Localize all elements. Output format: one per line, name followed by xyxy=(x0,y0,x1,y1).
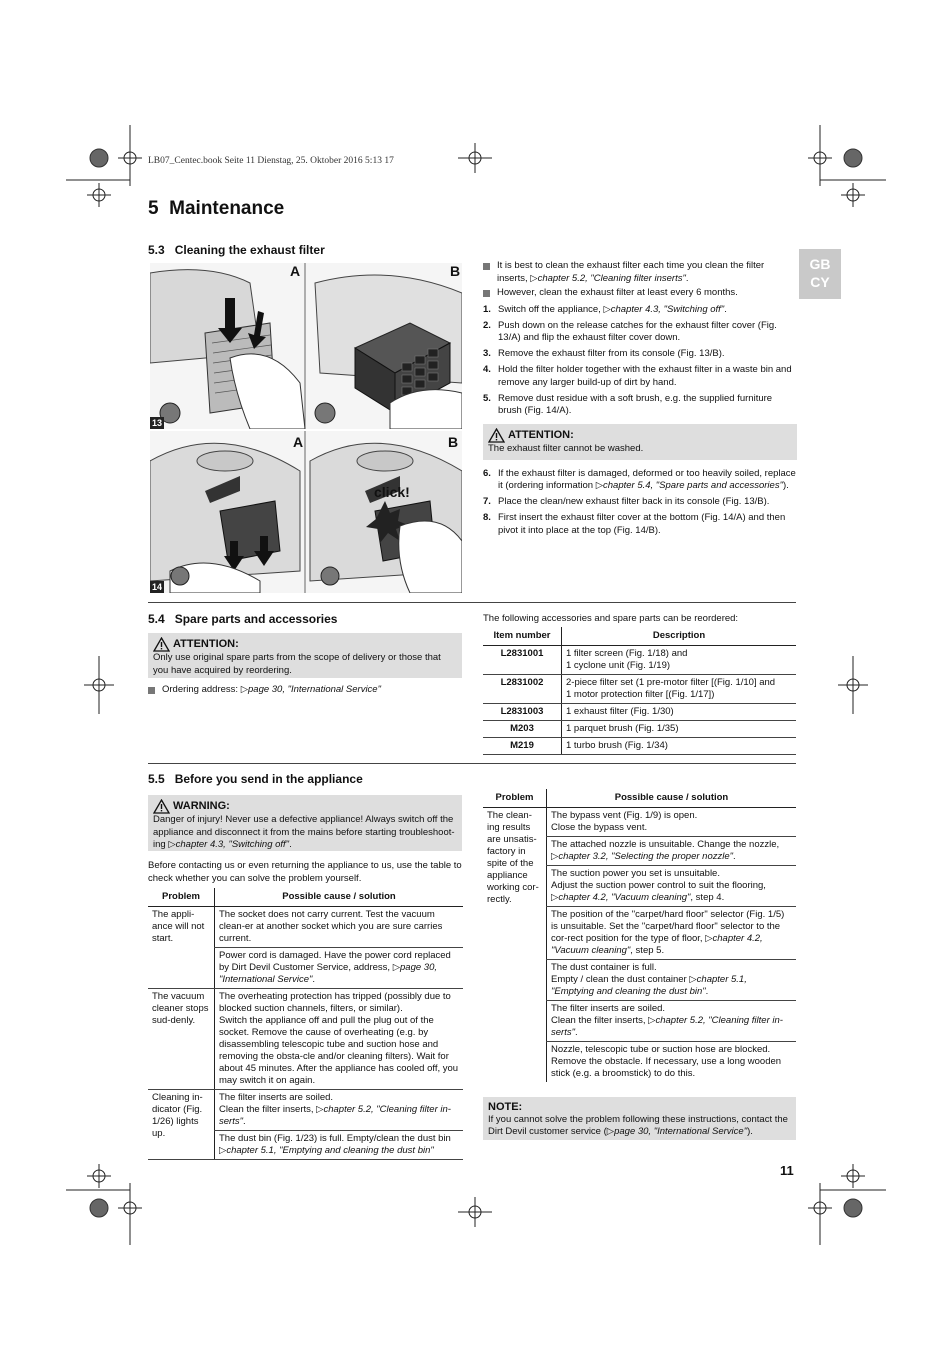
cause-cell xyxy=(547,960,797,1001)
cross-reference: chapter 4.2, "Vacuum cleaning" xyxy=(551,933,763,956)
item-text: The overheating protection has tripped (possibly due to blocked suction channels, filters, or similar). Switch the appliance off and pull the plug out of the socket. Remove the cause of overheating (e.g. by disassembling telescopic tube and suction hose and removing the obsta-cle and/or cleaning filters). Wait for about 45 minutes. After the appliance has cooled off, you may switch it on again. xyxy=(219,991,459,1086)
note-box xyxy=(483,1097,796,1140)
cause-cell xyxy=(547,1042,797,1083)
table-row xyxy=(148,907,463,948)
figure-13-illustration xyxy=(150,263,462,429)
warning-triangle-icon xyxy=(153,637,170,652)
cross-reference: chapter 5.2, "Cleaning filter in-serts" xyxy=(551,1015,783,1038)
item-text: However, clean the exhaust filter at least every 6 months. xyxy=(497,287,738,298)
cause-cell xyxy=(215,1090,464,1131)
figure-13-label-a: A xyxy=(290,263,301,279)
arrow-ref-icon: ▷ xyxy=(606,1126,615,1137)
page-reference: page 30, "International Service" xyxy=(248,684,381,695)
section-number: 5.5 xyxy=(148,772,165,786)
section-5-4-heading xyxy=(148,612,337,626)
item-text: Hold the filter holder together with the exhaust filter in a waste bin and remove any larger build-up of dirt by hand. xyxy=(498,364,792,388)
cross-reference: chapter 5.2, "Cleaning filter inserts" xyxy=(537,272,686,284)
cause-cell xyxy=(215,948,464,989)
figure-14-label-b: B xyxy=(448,434,459,450)
arrow-ref-icon: ▷ xyxy=(705,933,713,944)
section-5-3-heading xyxy=(148,243,325,257)
problem-cell: The vacuum cleaner stops sud-denly. xyxy=(148,989,215,1090)
item-text: Place the clean/new exhaust filter back in its console (Fig. 13/B). xyxy=(498,496,770,507)
note-title: NOTE: xyxy=(488,1101,523,1113)
item-text: Remove dust residue with a soft brush, e.g. the supplied furniture brush (Fig. 14/A). xyxy=(498,392,773,416)
column-header: Possible cause / solution xyxy=(547,789,797,808)
table-row xyxy=(148,989,463,1090)
section-number: 5.3 xyxy=(148,243,165,257)
bullet-item xyxy=(483,260,797,285)
warning-box xyxy=(148,795,462,851)
problem-cell: Cleaning in-dicator (Fig. 1/26) lights up. xyxy=(148,1090,215,1160)
item-text: It is best to clean the exhaust filter each time you clean the filter inserts, xyxy=(497,260,765,284)
item-text: If the exhaust filter is damaged, deformed or too heavily soiled, replace it (ordering information xyxy=(498,467,796,491)
item-tail: . xyxy=(705,986,709,997)
problem-cell: The clean-ing results are unsatis-factory in spite of the appliance working cor-rectly. xyxy=(487,810,539,905)
step-number: 8. xyxy=(483,512,491,523)
page-reference: page 30, "International Service" xyxy=(614,1126,748,1137)
figure-14-number: 14 xyxy=(152,582,163,592)
item-text: The filter inserts are soiled. Clean the filter inserts, xyxy=(219,1092,334,1115)
warning-triangle-icon xyxy=(488,428,505,443)
bullet-text: Ordering address: xyxy=(162,684,241,695)
attention-title-row xyxy=(488,428,792,443)
bullet-list xyxy=(483,260,797,300)
item-text: The attached nozzle is unsuitable. Change the nozzle, xyxy=(551,839,780,850)
step-item xyxy=(483,496,797,509)
attention-box xyxy=(483,424,797,460)
cause-cell xyxy=(215,1131,464,1160)
section-5-5-heading xyxy=(148,772,363,786)
item-tail: ). xyxy=(782,480,789,491)
list-item xyxy=(148,684,462,697)
cross-reference: chapter 5.1, "Emptying and cleaning the dust bin" xyxy=(551,974,747,997)
item-text: The filter inserts are soiled. Clean the filter inserts, xyxy=(551,1003,666,1026)
item-tail: . xyxy=(312,974,315,985)
column-header: Problem xyxy=(148,888,215,907)
attention-title-row xyxy=(153,637,457,652)
step-number: 6. xyxy=(483,467,491,479)
item-text: Switch off the appliance, xyxy=(498,303,604,315)
step-number: 3. xyxy=(483,348,491,359)
item-text: The socket does not carry current. Test the vacuum clean-er at another socket which you are sure carries current. xyxy=(219,909,443,944)
cross-reference: chapter 3.2, "Selecting the proper nozzle" xyxy=(558,851,733,862)
item-text: The suction power you set is unsuitable. Adjust the suction power control to suit the flooring, xyxy=(551,868,766,891)
warning-text xyxy=(153,814,457,852)
chapter-number: 5 xyxy=(148,198,159,219)
note-text xyxy=(488,1114,791,1139)
section-title: Before you send in the appliance xyxy=(174,772,363,786)
attention-title: ATTENTION: xyxy=(173,638,239,651)
item-tail: . xyxy=(733,851,736,862)
item-number-cell: M203 xyxy=(483,721,562,738)
arrow-ref-icon: ▷ xyxy=(551,851,559,862)
column-header: Possible cause / solution xyxy=(215,888,464,907)
description-cell: 1 exhaust filter (Fig. 1/30) xyxy=(562,704,797,721)
step-number: 4. xyxy=(483,364,491,375)
step-item xyxy=(483,468,797,493)
cross-reference: chapter 4.3, "Switching off" xyxy=(610,303,725,315)
section-title: Spare parts and accessories xyxy=(174,612,338,626)
description-cell: 2-piece filter set (1 pre-motor filter [(Fig. 1/10] and 1 motor protection filter [(Fig. 1/17]) xyxy=(562,675,797,704)
cross-reference: chapter 5.1, "Emptying and cleaning the dust bin" xyxy=(226,1145,434,1156)
step-item xyxy=(483,304,797,317)
item-text: Nozzle, telescopic tube or suction hose are blocked. Remove the obstacle. If necessary, use a long wooden stick (e.g. a broomstick) to do this. xyxy=(551,1044,782,1079)
section-number: 5.4 xyxy=(148,612,165,626)
item-text: The dust bin (Fig. 1/23) is full. Empty/clean the dust bin xyxy=(219,1133,451,1144)
spare-parts-intro: The following accessories and spare parts can be reordered: xyxy=(483,613,739,624)
table-row xyxy=(483,721,796,738)
warning-tail: . xyxy=(289,839,292,850)
item-number-cell: M219 xyxy=(483,738,562,755)
lang-gb: GB xyxy=(809,256,831,272)
item-text: Remove the exhaust filter from its console (Fig. 13/B). xyxy=(498,348,725,359)
table-row xyxy=(483,675,796,704)
step-item xyxy=(483,348,797,361)
section-5-3-text xyxy=(483,260,797,541)
item-number-cell: L2831002 xyxy=(483,675,562,704)
steps-list-continued xyxy=(483,468,797,538)
chapter-title: Maintenance xyxy=(169,198,285,219)
cause-cell xyxy=(547,808,797,837)
lang-cy: CY xyxy=(810,274,830,290)
arrow-ref-icon: ▷ xyxy=(316,1104,324,1115)
note-body: If you cannot solve the problem following these instructions, contact the Dirt Devil customer service ( xyxy=(488,1113,788,1137)
table-row xyxy=(148,1090,463,1131)
arrow-ref-icon: ▷ xyxy=(603,303,611,315)
ordering-address xyxy=(148,684,462,699)
arrow-ref-icon: ▷ xyxy=(551,892,559,903)
steps-list xyxy=(483,304,797,418)
step-number: 1. xyxy=(483,303,491,315)
step-item xyxy=(483,320,797,345)
note-tail: ). xyxy=(747,1126,753,1137)
cross-reference: chapter 4.2, "Vacuum cleaning" xyxy=(558,892,691,903)
figure-13 xyxy=(150,263,462,429)
warning-title: WARNING: xyxy=(173,800,230,813)
step-item xyxy=(483,512,797,537)
figure-14-illustration xyxy=(150,431,462,593)
item-tail: , step 5. xyxy=(630,945,665,956)
item-tail: , step 4. xyxy=(690,892,725,903)
arrow-ref-icon: ▷ xyxy=(595,480,603,491)
troubleshooting-table-right xyxy=(483,789,796,1082)
figure-14 xyxy=(150,431,462,593)
cause-cell xyxy=(547,907,797,960)
description-cell: 1 parquet brush (Fig. 1/35) xyxy=(562,721,797,738)
step-number: 7. xyxy=(483,496,491,507)
section-title: Cleaning the exhaust filter xyxy=(174,243,325,257)
description-cell: 1 turbo brush (Fig. 1/34) xyxy=(562,738,797,755)
description-cell: 1 filter screen (Fig. 1/18) and 1 cyclone unit (Fig. 1/19) xyxy=(562,646,797,675)
step-number: 2. xyxy=(483,319,491,331)
column-header: Item number xyxy=(483,627,562,646)
bullet-item xyxy=(483,287,797,300)
step-number: 5. xyxy=(483,392,491,404)
click-label: click! xyxy=(374,484,410,500)
file-info-line: LB07_Centec.book Seite 11 Dienstag, 25. Oktober 2016 5:13 17 xyxy=(148,156,394,166)
item-number-cell: L2831001 xyxy=(483,646,562,675)
attention-text: Only use original spare parts from the scope of delivery or those that you have acquired by reordering. xyxy=(153,652,441,676)
item-tail: . xyxy=(242,1116,246,1127)
step-item xyxy=(483,393,797,418)
problem-cell: The appli-ance will not start. xyxy=(148,907,215,989)
figure-14-label-a: A xyxy=(293,434,304,450)
cross-reference: chapter 5.4, "Spare parts and accessories" xyxy=(603,480,783,491)
item-tail: . xyxy=(574,1027,578,1038)
arrow-ref-icon: ▷ xyxy=(392,962,401,973)
item-text: First insert the exhaust filter cover at the bottom (Fig. 14/A) and then pivot it into place at the top (Fig. 14/B). xyxy=(498,512,786,536)
troubleshooting-table-left xyxy=(148,888,463,1160)
item-text: The dust container is full. Empty / clean the dust container xyxy=(551,962,687,985)
figure-13-number: 13 xyxy=(152,418,163,428)
warning-body: Danger of injury! Never use a defective appliance! Always switch off the appliance and disconnect it from the mains before starting troubleshoot-ing xyxy=(153,814,455,850)
arrow-ref-icon: ▷ xyxy=(240,684,248,695)
arrow-ref-icon: ▷ xyxy=(219,1145,227,1156)
arrow-ref-icon: ▷ xyxy=(168,839,176,850)
item-text: The position of the "carpet/hard floor" selector (Fig. 1/5) is unsuitable. Set the "carpet/hard floor" selector to the cor-rect position for the type of floor, xyxy=(551,909,785,944)
chapter-reference: chapter 4.3, "Switching off" xyxy=(175,839,290,850)
item-tail: . xyxy=(724,303,727,315)
step-item xyxy=(483,364,797,389)
divider xyxy=(148,602,796,603)
attention-title: ATTENTION: xyxy=(508,428,574,441)
cause-cell xyxy=(215,989,464,1090)
item-text: The bypass vent (Fig. 1/9) is open. Close the bypass vent. xyxy=(551,810,698,833)
column-header: Description xyxy=(562,627,797,646)
divider xyxy=(148,763,796,764)
cause-cell xyxy=(547,837,797,866)
table-row xyxy=(483,646,796,675)
arrow-ref-icon: ▷ xyxy=(530,272,538,284)
item-tail: . xyxy=(685,272,689,284)
warning-triangle-icon xyxy=(153,799,170,814)
cross-reference: page 30, "International Service" xyxy=(219,962,437,985)
attention-box-spare-parts xyxy=(148,633,462,678)
item-text: Power cord is damaged. Have the power cord replaced by Dirt Devil Customer Service, address, xyxy=(219,950,451,973)
attention-text: The exhaust filter cannot be washed. xyxy=(488,442,644,454)
cross-reference: chapter 5.2, "Cleaning filter in-serts" xyxy=(219,1104,451,1127)
arrow-ref-icon: ▷ xyxy=(648,1015,656,1026)
warning-title-row xyxy=(153,799,457,814)
arrow-ref-icon: ▷ xyxy=(689,974,697,985)
item-number-cell: L2831003 xyxy=(483,704,562,721)
page-number: 11 xyxy=(780,1163,794,1178)
table-row xyxy=(483,738,796,755)
troubleshooting-intro: Before contacting us or even returning the appliance to us, use the table to check whether you can solve the problem yourself. xyxy=(148,860,462,884)
cause-cell xyxy=(215,907,464,948)
item-text: Push down on the release catches for the exhaust filter cover (Fig. 13/A) and flip the exhaust filter cover down. xyxy=(498,319,777,343)
table-row xyxy=(483,704,796,721)
language-tab xyxy=(799,249,841,299)
spare-parts-table xyxy=(483,627,796,755)
figure-13-label-b: B xyxy=(450,263,461,279)
chapter-heading xyxy=(148,198,284,220)
table-row xyxy=(483,808,796,837)
column-header: Problem xyxy=(483,789,547,808)
cause-cell xyxy=(547,1001,797,1042)
cause-cell xyxy=(547,866,797,907)
